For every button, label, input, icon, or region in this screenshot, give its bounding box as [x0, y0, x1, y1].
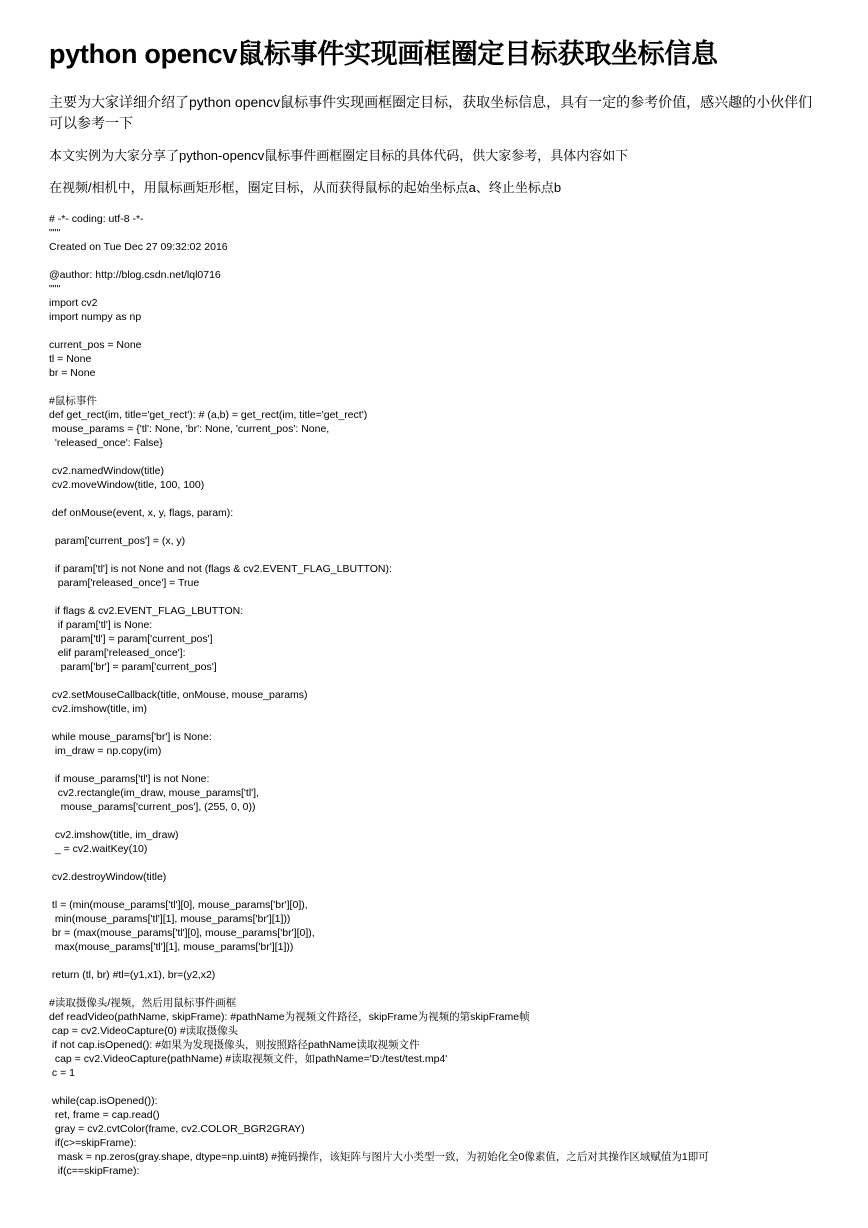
code-line: mouse_params['current_pos'], (255, 0, 0)) [49, 801, 256, 813]
code-line: return (tl, br) #tl=(y1,x1), br=(y2,x2) [49, 969, 216, 981]
code-line: param['current_pos'] = (x, y) [49, 535, 186, 547]
code-line: #读取摄像头/视频，然后用鼠标事件画框 [49, 997, 237, 1009]
code-line: if param['tl'] is None: [49, 619, 153, 631]
code-line: cap = cv2.VideoCapture(pathName) #读取视频文件，如pathName='D:/test/test.mp4' [49, 1053, 448, 1065]
code-line: br = None [49, 367, 96, 379]
code-line: current_pos = None [49, 339, 142, 351]
code-line: if not cap.isOpened(): #如果为发现摄像头，则按照路径pathName读取视频文件 [49, 1039, 420, 1051]
code-line: while mouse_params['br'] is None: [49, 731, 212, 743]
code-line: param['br'] = param['current_pos'] [49, 661, 217, 673]
code-line [49, 884, 829, 898]
code-line: # -*- coding: utf-8 -*- [49, 213, 144, 225]
code-line [49, 548, 829, 562]
code-line: import numpy as np [49, 311, 142, 323]
code-line: cv2.rectangle(im_draw, mouse_params['tl'], [49, 787, 260, 799]
code-line: tl = None [49, 353, 92, 365]
code-line [49, 982, 829, 996]
code-line: cv2.namedWindow(title) [49, 465, 164, 477]
code-line: cv2.imshow(title, im_draw) [49, 829, 179, 841]
code-line: br = (max(mouse_params['tl'][0], mouse_params['br'][0]), [49, 927, 315, 939]
code-line [49, 492, 829, 506]
code-line: c = 1 [49, 1067, 75, 1079]
code-line: """ [49, 283, 61, 295]
article-title: python opencv鼠标事件实现画框圈定目标获取坐标信息 [49, 39, 718, 69]
code-line: import cv2 [49, 297, 98, 309]
article [49, 36, 829, 1178]
code-line: if flags & cv2.EVENT_FLAG_LBUTTON: [49, 605, 244, 617]
code-line: tl = (min(mouse_params['tl'][0], mouse_params['br'][0]), [49, 899, 308, 911]
code-line: cv2.setMouseCallback(title, onMouse, mouse_params) [49, 689, 308, 701]
code-line: @author: http://blog.csdn.net/lql0716 [49, 269, 221, 281]
code-line: 'released_once': False} [49, 437, 163, 449]
code-line: def readVideo(pathName, skipFrame): #pathName为视频文件路径，skipFrame为视频的第skipFrame帧 [49, 1011, 530, 1023]
code-line [49, 520, 829, 534]
code-line: ret, frame = cap.read() [49, 1109, 160, 1121]
code-line [49, 758, 829, 772]
code-line: Created on Tue Dec 27 09:32:02 2016 [49, 241, 228, 253]
code-line: if(c==skipFrame): [49, 1165, 140, 1177]
code-line: cv2.destroyWindow(title) [49, 871, 167, 883]
article-paragraph-2: 在视频/相机中，用鼠标画矩形框，圈定目标，从而获得鼠标的起始坐标点a、终止坐标点b [49, 180, 562, 195]
code-line [49, 856, 829, 870]
code-block [49, 212, 829, 1178]
code-line: """ [49, 227, 61, 239]
code-line: cv2.moveWindow(title, 100, 100) [49, 479, 205, 491]
code-line: if(c>=skipFrame): [49, 1137, 137, 1149]
code-line: max(mouse_params['tl'][1], mouse_params['br'][1])) [49, 941, 294, 953]
code-line: _ = cv2.waitKey(10) [49, 843, 148, 855]
code-line: min(mouse_params['tl'][1], mouse_params['br'][1])) [49, 913, 291, 925]
article-paragraph-1: 本文实例为大家分享了python-opencv鼠标事件画框圈定目标的具体代码，供大家参考，具体内容如下 [49, 148, 629, 163]
code-line: param['tl'] = param['current_pos'] [49, 633, 213, 645]
code-line: param['released_once'] = True [49, 577, 200, 589]
code-line [49, 450, 829, 464]
code-line [49, 674, 829, 688]
code-line: def onMouse(event, x, y, flags, param): [49, 507, 234, 519]
code-line: if param['tl'] is not None and not (flags & cv2.EVENT_FLAG_LBUTTON): [49, 563, 392, 575]
code-line [49, 590, 829, 604]
code-line [49, 1080, 829, 1094]
code-line: elif param['released_once']: [49, 647, 186, 659]
article-intro: 主要为大家详细介绍了python opencv鼠标事件实现画框圈定目标，获取坐标信息，具有一定的参考价值，感兴趣的小伙伴们可以参考一下 [49, 94, 813, 131]
code-line [49, 254, 829, 268]
code-line: #鼠标事件 [49, 395, 97, 407]
code-line [49, 814, 829, 828]
code-line [49, 954, 829, 968]
code-line: while(cap.isOpened()): [49, 1095, 158, 1107]
code-line: if mouse_params['tl'] is not None: [49, 773, 210, 785]
code-line: cv2.imshow(title, im) [49, 703, 148, 715]
code-line [49, 716, 829, 730]
code-line [49, 324, 829, 338]
code-line: def get_rect(im, title='get_rect'): # (a,b) = get_rect(im, title='get_rect') [49, 409, 368, 421]
code-line: im_draw = np.copy(im) [49, 745, 162, 757]
code-line: mouse_params = {'tl': None, 'br': None, 'current_pos': None, [49, 423, 330, 435]
code-line [49, 380, 829, 394]
code-line: cap = cv2.VideoCapture(0) #读取摄像头 [49, 1025, 239, 1037]
code-line: gray = cv2.cvtColor(frame, cv2.COLOR_BGR2GRAY) [49, 1123, 305, 1135]
code-line: mask = np.zeros(gray.shape, dtype=np.uint8) #掩码操作，该矩阵与图片大小类型一致，为初始化全0像素值，之后对其操作区域赋值为1即可 [49, 1151, 709, 1163]
